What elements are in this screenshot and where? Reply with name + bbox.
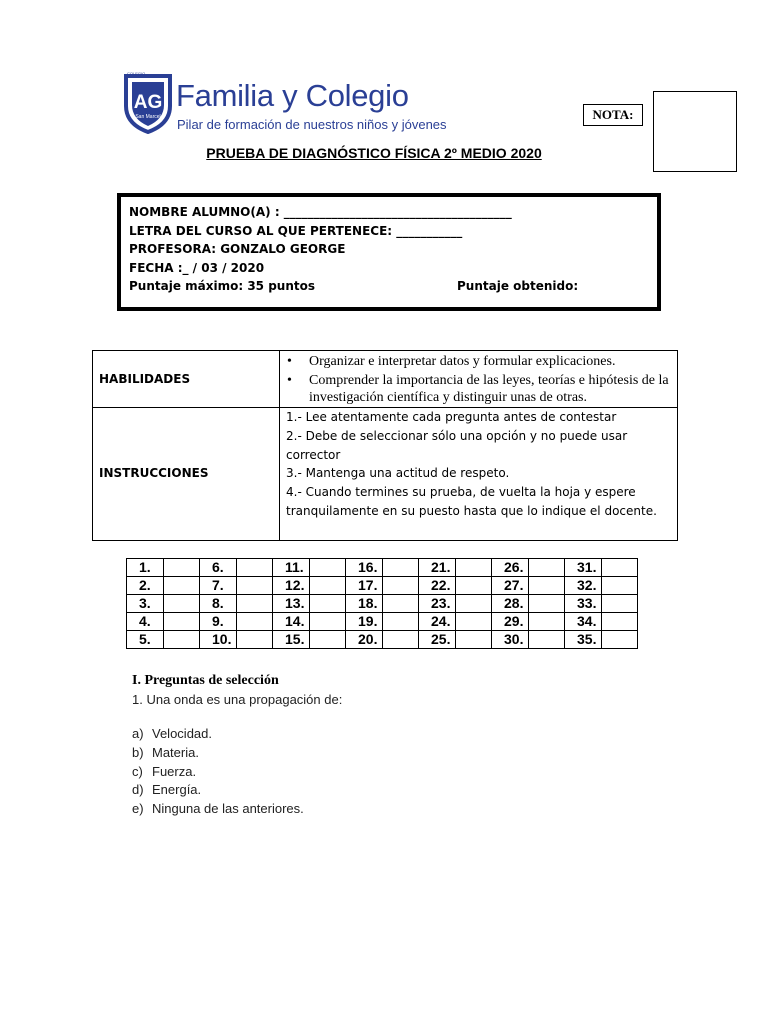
answer-number: 33. xyxy=(565,595,602,613)
answer-number: 8. xyxy=(200,595,237,613)
option-e: e) Ninguna de las anteriores. xyxy=(132,801,304,816)
answer-cell[interactable] xyxy=(456,577,492,595)
question-1: 1. Una onda es una propagación de: xyxy=(132,692,343,707)
answer-cell[interactable] xyxy=(456,559,492,577)
answer-cell[interactable] xyxy=(529,613,565,631)
answer-grid-row xyxy=(127,613,638,631)
instruction-item: 3.- Mantenga una actitud de respeto. xyxy=(286,466,510,480)
answer-number: 7. xyxy=(200,577,237,595)
answer-cell[interactable] xyxy=(237,577,273,595)
answer-number: 12. xyxy=(273,577,310,595)
answer-number: 30. xyxy=(492,631,529,649)
skill-item: • Organizar e interpretar datos y formular explicaciones. xyxy=(287,354,616,369)
answer-number: 17. xyxy=(346,577,383,595)
skills-label: HABILIDADES xyxy=(99,372,191,386)
exam-title: PRUEBA DE DIAGNÓSTICO FÍSICA 2º MEDIO 2020 xyxy=(206,145,542,161)
answer-number: 11. xyxy=(273,559,310,577)
answer-cell[interactable] xyxy=(164,613,200,631)
bullet-icon: • xyxy=(287,354,292,369)
answer-cell[interactable] xyxy=(164,559,200,577)
answer-number: 3. xyxy=(127,595,164,613)
instruction-item: 4.- Cuando termines su prueba, de vuelta la hoja y espere tranquilamente en su puesto hasta que lo indique el docente. xyxy=(286,485,657,518)
nota-label: NOTA: xyxy=(583,104,643,126)
answer-cell[interactable] xyxy=(602,559,638,577)
answer-cell[interactable] xyxy=(529,577,565,595)
answer-number: 32. xyxy=(565,577,602,595)
answer-cell[interactable] xyxy=(310,559,346,577)
teacher-line: PROFESORA: GONZALO GEORGE xyxy=(129,242,346,256)
answer-grid xyxy=(126,558,638,649)
obtained-score-label: Puntaje obtenido: xyxy=(457,279,579,293)
student-name-line: NOMBRE ALUMNO(A) : ______________________________________ xyxy=(129,205,512,219)
answer-cell[interactable] xyxy=(602,577,638,595)
answer-cell[interactable] xyxy=(383,613,419,631)
answer-cell[interactable] xyxy=(310,595,346,613)
answer-number: 23. xyxy=(419,595,456,613)
answer-cell[interactable] xyxy=(529,559,565,577)
instructions-label: INSTRUCCIONES xyxy=(99,466,209,480)
option-b: b) Materia. xyxy=(132,745,199,760)
column-divider xyxy=(279,351,280,540)
answer-number: 25. xyxy=(419,631,456,649)
answer-cell[interactable] xyxy=(456,613,492,631)
logo-small-top: COLEGIO xyxy=(127,72,146,76)
instruction-item: 1.- Lee atentamente cada pregunta antes de contestar xyxy=(286,410,617,424)
skill-item: • Comprender la importancia de las leyes, teorías e hipótesis de la investigación científica y distinguir unas de otras. xyxy=(287,373,669,405)
answer-cell[interactable] xyxy=(383,559,419,577)
answer-number: 6. xyxy=(200,559,237,577)
brand-subtitle: Pilar de formación de nuestros niños y jóvenes xyxy=(177,117,447,132)
max-score-line: Puntaje máximo: 35 puntos xyxy=(129,279,315,293)
answer-cell[interactable] xyxy=(237,631,273,649)
answer-grid-row xyxy=(127,577,638,595)
school-logo xyxy=(122,72,174,134)
answer-cell[interactable] xyxy=(529,595,565,613)
answer-number: 29. xyxy=(492,613,529,631)
student-info-box xyxy=(117,193,661,311)
answer-cell[interactable] xyxy=(237,559,273,577)
answer-grid-row xyxy=(127,631,638,649)
bullet-icon: • xyxy=(287,373,292,388)
answer-number: 19. xyxy=(346,613,383,631)
answer-number: 22. xyxy=(419,577,456,595)
answer-number: 9. xyxy=(200,613,237,631)
answer-number: 18. xyxy=(346,595,383,613)
answer-number: 4. xyxy=(127,613,164,631)
course-letter-line: LETRA DEL CURSO AL QUE PERTENECE: ___________ xyxy=(129,224,463,238)
answer-cell[interactable] xyxy=(237,613,273,631)
answer-number: 16. xyxy=(346,559,383,577)
answer-number: 13. xyxy=(273,595,310,613)
answer-number: 34. xyxy=(565,613,602,631)
answer-number: 21. xyxy=(419,559,456,577)
answer-number: 24. xyxy=(419,613,456,631)
answer-cell[interactable] xyxy=(237,595,273,613)
answer-cell[interactable] xyxy=(310,631,346,649)
answer-cell[interactable] xyxy=(310,577,346,595)
skills-instructions-table xyxy=(92,350,678,541)
answer-number: 15. xyxy=(273,631,310,649)
answer-number: 26. xyxy=(492,559,529,577)
answer-cell[interactable] xyxy=(456,595,492,613)
answer-cell[interactable] xyxy=(456,631,492,649)
answer-number: 27. xyxy=(492,577,529,595)
logo-small-bottom: San Marcel xyxy=(135,114,161,120)
brand-title: Familia y Colegio xyxy=(176,78,409,113)
date-line: FECHA :_ / 03 / 2020 xyxy=(129,261,265,275)
instruction-item: 2.- Debe de seleccionar sólo una opción y no puede usar corrector xyxy=(286,429,628,462)
option-c: c) Fuerza. xyxy=(132,764,197,779)
answer-number: 1. xyxy=(127,559,164,577)
section-title: I. Preguntas de selección xyxy=(132,673,279,688)
answer-cell[interactable] xyxy=(602,595,638,613)
answer-number: 10. xyxy=(200,631,237,649)
answer-number: 31. xyxy=(565,559,602,577)
answer-number: 5. xyxy=(127,631,164,649)
answer-number: 2. xyxy=(127,577,164,595)
answer-cell[interactable] xyxy=(164,631,200,649)
answer-cell[interactable] xyxy=(529,631,565,649)
answer-number: 28. xyxy=(492,595,529,613)
answer-cell[interactable] xyxy=(602,631,638,649)
answer-grid-row xyxy=(127,595,638,613)
answer-cell[interactable] xyxy=(383,631,419,649)
answer-cell[interactable] xyxy=(164,595,200,613)
option-d: d) Energía. xyxy=(132,782,202,797)
answer-number: 14. xyxy=(273,613,310,631)
answer-number: 35. xyxy=(565,631,602,649)
answer-grid-row xyxy=(127,559,638,577)
answer-cell[interactable] xyxy=(602,613,638,631)
logo-letters: AG xyxy=(133,92,163,113)
answer-number: 20. xyxy=(346,631,383,649)
answer-cell[interactable] xyxy=(310,613,346,631)
option-a: a) Velocidad. xyxy=(132,726,212,741)
answer-cell[interactable] xyxy=(383,577,419,595)
answer-cell[interactable] xyxy=(164,577,200,595)
answer-cell[interactable] xyxy=(383,595,419,613)
